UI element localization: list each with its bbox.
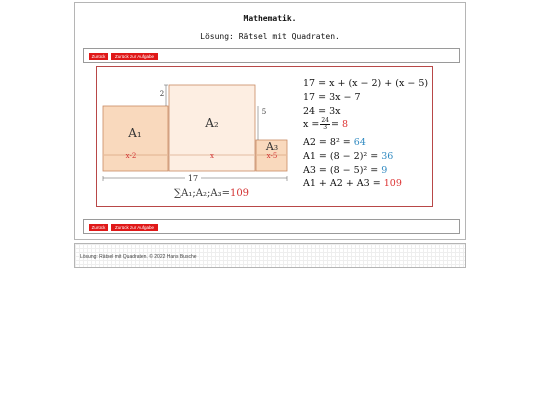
eq7-prefix: A3 = (8 − 5)² =: [303, 165, 379, 176]
dim-label-x-minus-5: x-5: [266, 152, 278, 160]
eq4-prefix: x =: [303, 119, 320, 130]
footer: [74, 243, 466, 268]
footer-copyright: Lösung: Rätsel mit Quadraten. © 2022 Hans Busche: [80, 254, 197, 260]
equation-line-7: [303, 165, 387, 176]
dim-label-17: 17: [187, 174, 199, 183]
equation-line-6: [303, 151, 393, 162]
page-title: Mathematik.: [243, 14, 297, 23]
back-to-task-button-top[interactable]: Zurück zur Aufgabe: [111, 53, 158, 60]
eq8-prefix: A1 + A2 + A3 =: [303, 178, 381, 189]
dim-label-5: 5: [261, 108, 267, 116]
equation-line-4: [303, 118, 348, 131]
eq6-value: 36: [381, 151, 394, 162]
back-to-task-button-bottom[interactable]: Zurück zur Aufgabe: [111, 224, 158, 231]
sum-value: 109: [229, 188, 250, 199]
equation-line-1: 17 = x + (x − 2) + (x − 5): [303, 78, 429, 89]
eq7-value: 9: [381, 165, 388, 176]
eq4-fraction: [320, 118, 330, 131]
equation-line-3: 24 = 3x: [303, 106, 341, 117]
sum-formula: [174, 188, 249, 199]
label-a1: A₁: [128, 126, 142, 140]
eq5-prefix: A2 = 8² =: [303, 137, 351, 148]
dim-label-x-minus-2: x-2: [125, 152, 137, 160]
equation-line-5: [303, 137, 366, 148]
dim-label-2: 2: [159, 90, 165, 98]
page-subtitle: Lösung: Rätsel mit Quadraten.: [200, 32, 340, 41]
nav-bar-top: [83, 48, 460, 63]
equation-line-8: [303, 178, 402, 189]
eq4-denominator: 3: [323, 124, 328, 131]
dim-label-x: x: [210, 152, 214, 160]
label-a2: A₂: [205, 116, 219, 130]
eq8-value: 109: [383, 178, 402, 189]
back-button-bottom[interactable]: Zurück: [89, 224, 108, 231]
eq6-prefix: A1 = (8 − 2)² =: [303, 151, 379, 162]
eq4-equals: =: [330, 119, 339, 130]
squares-figure: [98, 68, 298, 204]
label-a3: A₃: [265, 140, 279, 153]
back-button-top[interactable]: Zurück: [89, 53, 108, 60]
eq4-numerator: 24: [321, 117, 329, 124]
nav-bar-bottom: [83, 219, 460, 234]
sum-label: ∑A₁;A₂;A₃=: [174, 188, 230, 199]
eq5-value: 64: [353, 137, 366, 148]
eq4-value: 8: [341, 119, 349, 130]
equation-line-2: 17 = 3x − 7: [303, 92, 361, 103]
